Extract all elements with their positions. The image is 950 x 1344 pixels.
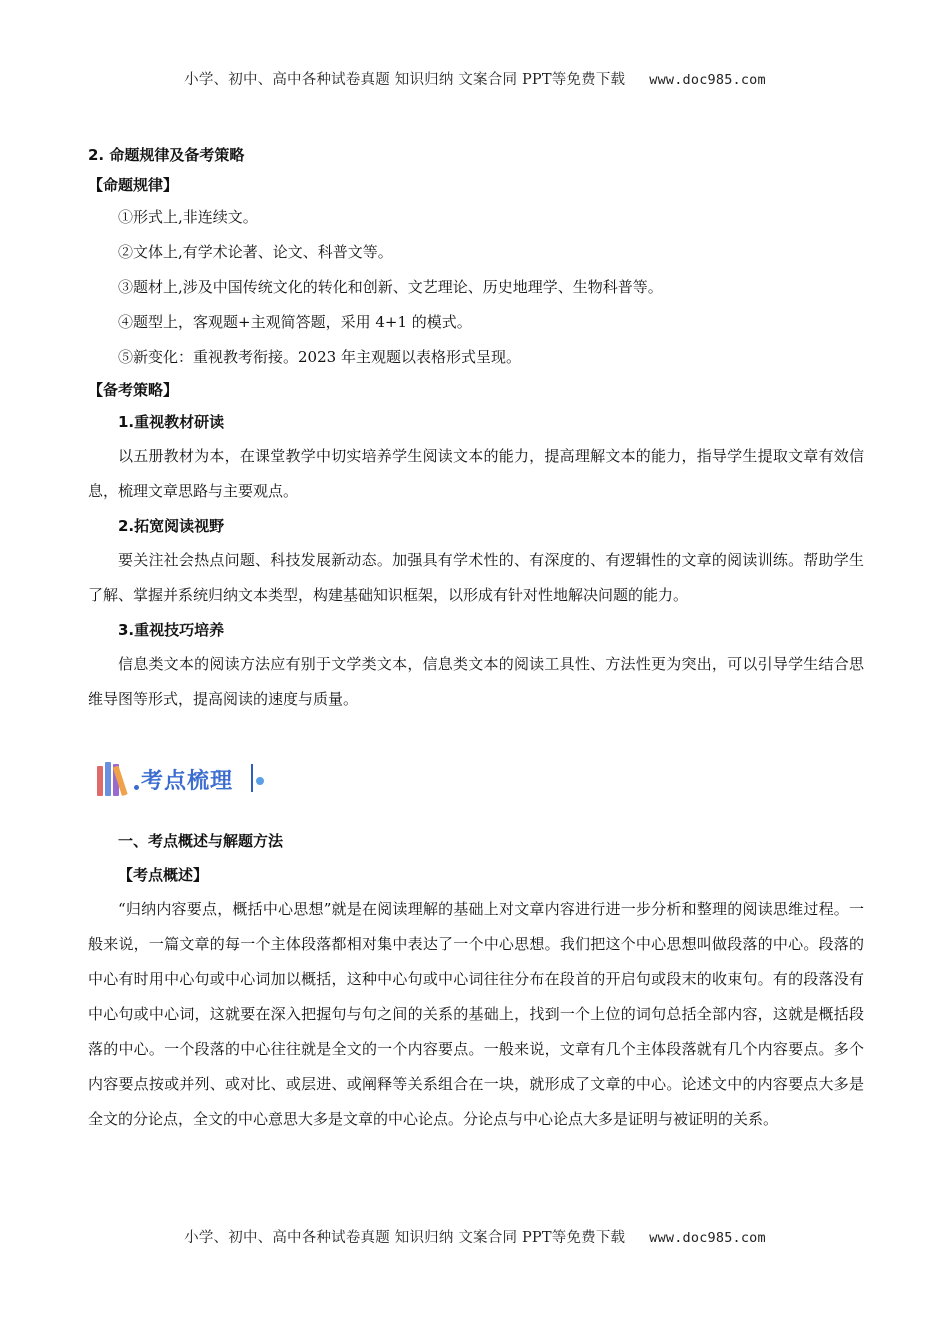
strategy-title: 3.重视技巧培养	[118, 621, 225, 639]
overview-text: “归纳内容要点，概括中心思想”就是在阅读理解的基础上对文章内容进行进一步分析和整理的阅读思维过程。一般来说，一篇文章的每一个主体段落都相对集中表达了一个中心思想。我们把这个中心思想叫做段落的中心。段落的中心有时用中心句或中心词加以概括，这种中心句或中心词往往分布在段首的开启句或段末的收束句。有的段落没有中心句或中心词，这就要在深入把握句与句之间的关系的基础上，找到一个上位的词句总括全部内容，这就是概括段落的中心。一个段落的中心往往就是全文的一个内容要点。一般来说，文章有几个主体段落就有几个内容要点。多个内容要点按或并列、或对比、或层进、或阐释等关系组合在一块，就形成了文章的中心。论述文中的内容要点大多是全文的分论点，全文的中心意思大多是文章的中心论点。分论点与中心论点大多是证明与被证明的关系。	[88, 900, 864, 1128]
overview-label: 【考点概述】	[118, 866, 209, 884]
rules-label: 【命题规律】	[88, 176, 179, 194]
rule-item: ①形式上,非连续文。	[118, 208, 258, 226]
section-heading-1: 一、考点概述与解题方法	[118, 832, 284, 850]
page-footer	[0, 1226, 950, 1247]
rule-item: ④题型上，客观题+主观简答题，采用 4+1 的模式。	[118, 313, 472, 331]
strategy-title: 2.拓宽阅读视野	[118, 517, 225, 535]
rule-item: ②文体上,有学术论著、论文、科普文等。	[118, 243, 393, 261]
banner-dot-icon	[134, 785, 139, 790]
strategy-title: 1.重视教材研读	[118, 413, 225, 431]
strategy-text: 信息类文本的阅读方法应有别于文学类文本，信息类文本的阅读工具性、方法性更为突出，可以引导学生结合思维导图等形式，提高阅读的速度与质量。	[88, 655, 864, 708]
page-header	[0, 68, 950, 89]
section-heading-2: 2. 命题规律及备考策略	[88, 146, 245, 164]
section-banner	[95, 758, 275, 802]
strategy-text: 要关注社会热点问题、科技发展新动态。加强具有学术性的、有深度的、有逻辑性的文章的阅读训练。帮助学生了解、掌握并系统归纳文本类型，构建基础知识框架，以形成有针对性地解决问题的能力。	[88, 551, 864, 604]
banner-end-dot	[256, 777, 264, 785]
banner-cursor	[251, 764, 253, 792]
strategy-text: 以五册教材为本，在课堂教学中切实培养学生阅读文本的能力，提高理解文本的能力，指导学生提取文章有效信息，梳理文章思路与主要观点。	[88, 447, 864, 500]
exam-points-section	[88, 824, 864, 1137]
footer-text: 小学、初中、高中各种试卷真题 知识归纳 文案合同 PPT等免费下载	[184, 1230, 626, 1246]
header-site[interactable]: www.doc985.com	[649, 72, 766, 88]
strategy-label: 【备考策略】	[88, 381, 179, 399]
rule-item: ③题材上,涉及中国传统文化的转化和创新、文艺理论、历史地理学、生物科普等。	[118, 278, 663, 296]
banner-title: 考点梳理	[141, 769, 234, 794]
footer-site[interactable]: www.doc985.com	[649, 1230, 766, 1246]
rule-item: ⑤新变化：重视教考衔接。2023 年主观题以表格形式呈现。	[118, 348, 521, 366]
exam-rules-section	[88, 140, 864, 717]
header-text: 小学、初中、高中各种试卷真题 知识归纳 文案合同 PPT等免费下载	[184, 72, 626, 88]
